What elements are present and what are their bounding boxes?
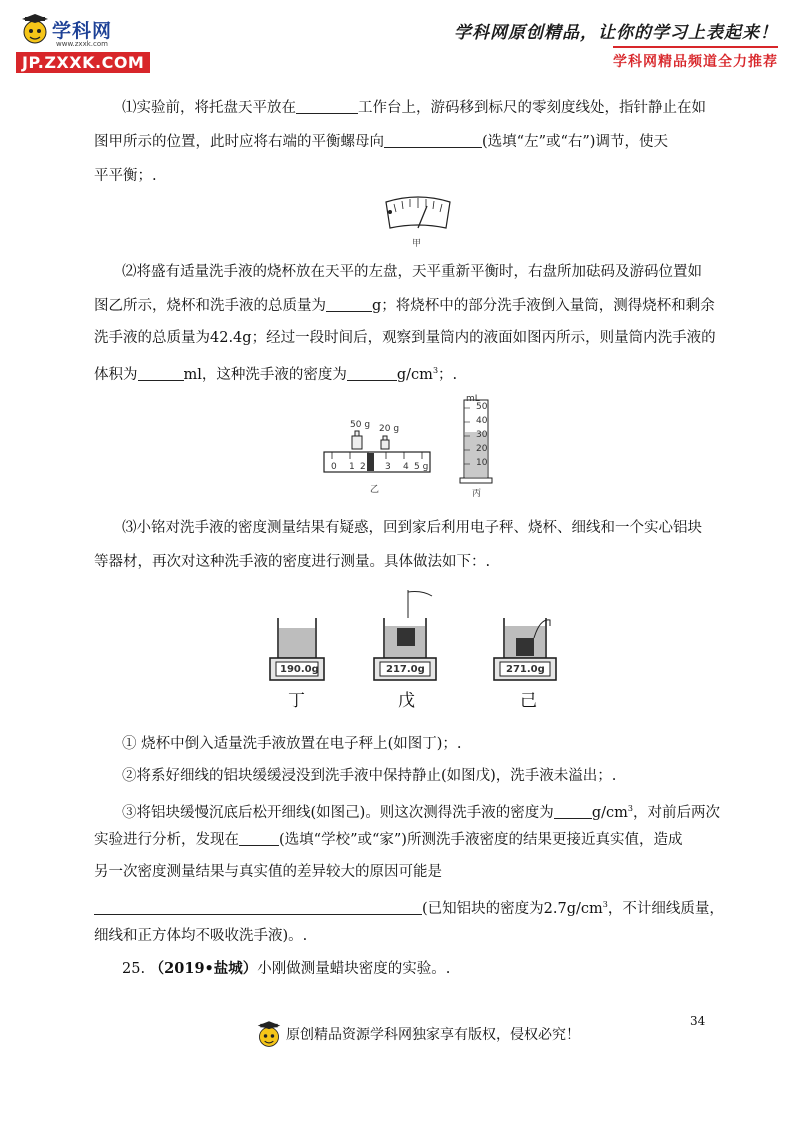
blank-direction [384, 133, 482, 148]
q3-step-2: ②将系好细线的铝块缓缓浸没到洗手液中保持静止(如图戊)，洗手液未溢出；. [122, 768, 617, 784]
figure-ji [492, 612, 562, 710]
header-channel: 学科网精品频道全力推荐 [613, 46, 778, 71]
logo-banner: JP.ZXXK.COM [16, 52, 150, 73]
header-slogan: 学科网原创精品，让你的学习上表起来！ [454, 23, 778, 43]
blank-density-home [554, 804, 592, 819]
label-weight-20: 20 g [379, 424, 400, 434]
scale-reading-ding: 190.0g [280, 664, 319, 675]
q1-line-3: 平平衡；. [94, 168, 157, 184]
figure-yi [322, 418, 434, 498]
footer [256, 1018, 596, 1058]
label-weight-50: 50 g [350, 420, 371, 430]
q25-number: 25. [122, 961, 146, 977]
blank-location [239, 831, 279, 846]
figure-jia [378, 192, 458, 250]
logo [16, 12, 166, 78]
scale-tick-1: 1 [349, 462, 355, 472]
q2-line-3: 洗手液的总质量为42.4g；经过一段时间后，观察到量筒内的液面如图丙所示，则量筒内洗手液的 [94, 330, 716, 346]
label-ji: 己 [520, 691, 537, 711]
cylinder-tick-20: 20 [476, 444, 488, 454]
blank-density [347, 366, 397, 381]
mascot-icon [20, 14, 50, 48]
q25-line [122, 952, 450, 986]
blank-surface [296, 99, 358, 114]
figure-wu [370, 588, 440, 710]
q2-line-4: 体积为 ml，这种洗手液的密度为 $g/cm^3$；. [94, 366, 458, 383]
balance-dial-icon [378, 192, 458, 240]
label-ding: 丁 [288, 691, 305, 711]
scale-tick-5: 5 g [414, 462, 429, 472]
logo-url: www.zxxk.com [56, 40, 108, 48]
figure-bing [458, 394, 498, 498]
mascot-icon [256, 1020, 282, 1052]
scale-tick-2: 2 [360, 462, 366, 472]
cylinder-tick-50: 50 [476, 402, 488, 412]
q1-line-2: 图甲所示的位置，此时应将右端的平衡螺母向 (选填“左”或“右”)调节，使天 [94, 134, 668, 150]
figure-ding [268, 614, 328, 710]
scale-tick-0: 0 [331, 462, 337, 472]
header [0, 0, 800, 85]
q3-line-b3: (已知铝块的密度为$2.7g/cm^3$，不计细线质量， [94, 888, 724, 926]
cylinder-tick-30: 30 [476, 430, 488, 440]
q2-line-2: 图乙所示，烧杯和洗手液的总质量为 g；将烧杯中的部分洗手液倒入量筒，测得烧杯和剩余 [94, 298, 715, 314]
caption-bing: 丙 [472, 489, 482, 499]
blank-reason [94, 900, 422, 915]
q1-line-1: ⑴实验前，将托盘天平放在 工作台上，游码移到标尺的零刻度线处，指针静止在如 [122, 100, 706, 116]
scale-tick-4: 4 [403, 462, 409, 472]
cylinder-tick-40: 40 [476, 416, 488, 426]
label-wu: 戊 [398, 691, 415, 711]
blank-volume [138, 366, 184, 381]
caption-yi: 乙 [370, 485, 380, 495]
weights-and-scale-icon [322, 418, 434, 482]
cylinder-unit: mL [466, 394, 480, 404]
q3-line-1: ⑶小铭对洗手液的密度测量结果有疑惑，回到家后利用电子秤、烧杯、细线和一个实心铝块 [122, 520, 702, 536]
q3-step-1: ① 烧杯中倒入适量洗手液放置在电子秤上(如图丁)；. [122, 736, 462, 752]
page-number: 34 [690, 1014, 706, 1028]
cylinder-tick-10: 10 [476, 458, 488, 468]
q3-line-b2: 另一次密度测量结果与真实值的差异较大的原因可能是 [94, 864, 442, 880]
q3-line-b1: 实验进行分析，发现在 (选填“学校”或“家”)所测洗手液密度的结果更接近真实值，造成 [94, 832, 683, 848]
q3-line-2: 等器材，再次对这种洗手液的密度进行测量。具体做法如下：. [94, 554, 491, 570]
footer-copyright: 原创精品资源学科网独家享有版权，侵权必究！ [286, 1027, 580, 1043]
scale-reading-wu: 217.0g [386, 664, 425, 675]
scale-reading-ji: 271.0g [506, 664, 545, 675]
q25-text: 小刚做测量蜡块密度的实验。. [257, 961, 451, 977]
logo-name: 学科网 [52, 20, 113, 42]
q25-source: （2019•盐城） [149, 960, 258, 977]
caption-jia: 甲 [412, 239, 422, 249]
blank-total-mass [326, 297, 372, 312]
q3-line-b4: 细线和正方体均不吸收洗手液)。. [94, 928, 308, 944]
q3-step-3: ③将铝块缓慢沉底后松开细线(如图己)。则这次测得洗手液的密度为 $g/cm^3$，对前后两次 [122, 804, 720, 821]
scale-tick-3: 3 [385, 462, 391, 472]
q2-line-1: ⑵将盛有适量洗手液的烧杯放在天平的左盘，天平重新平衡时，右盘所加砝码及游码位置如 [122, 264, 702, 280]
